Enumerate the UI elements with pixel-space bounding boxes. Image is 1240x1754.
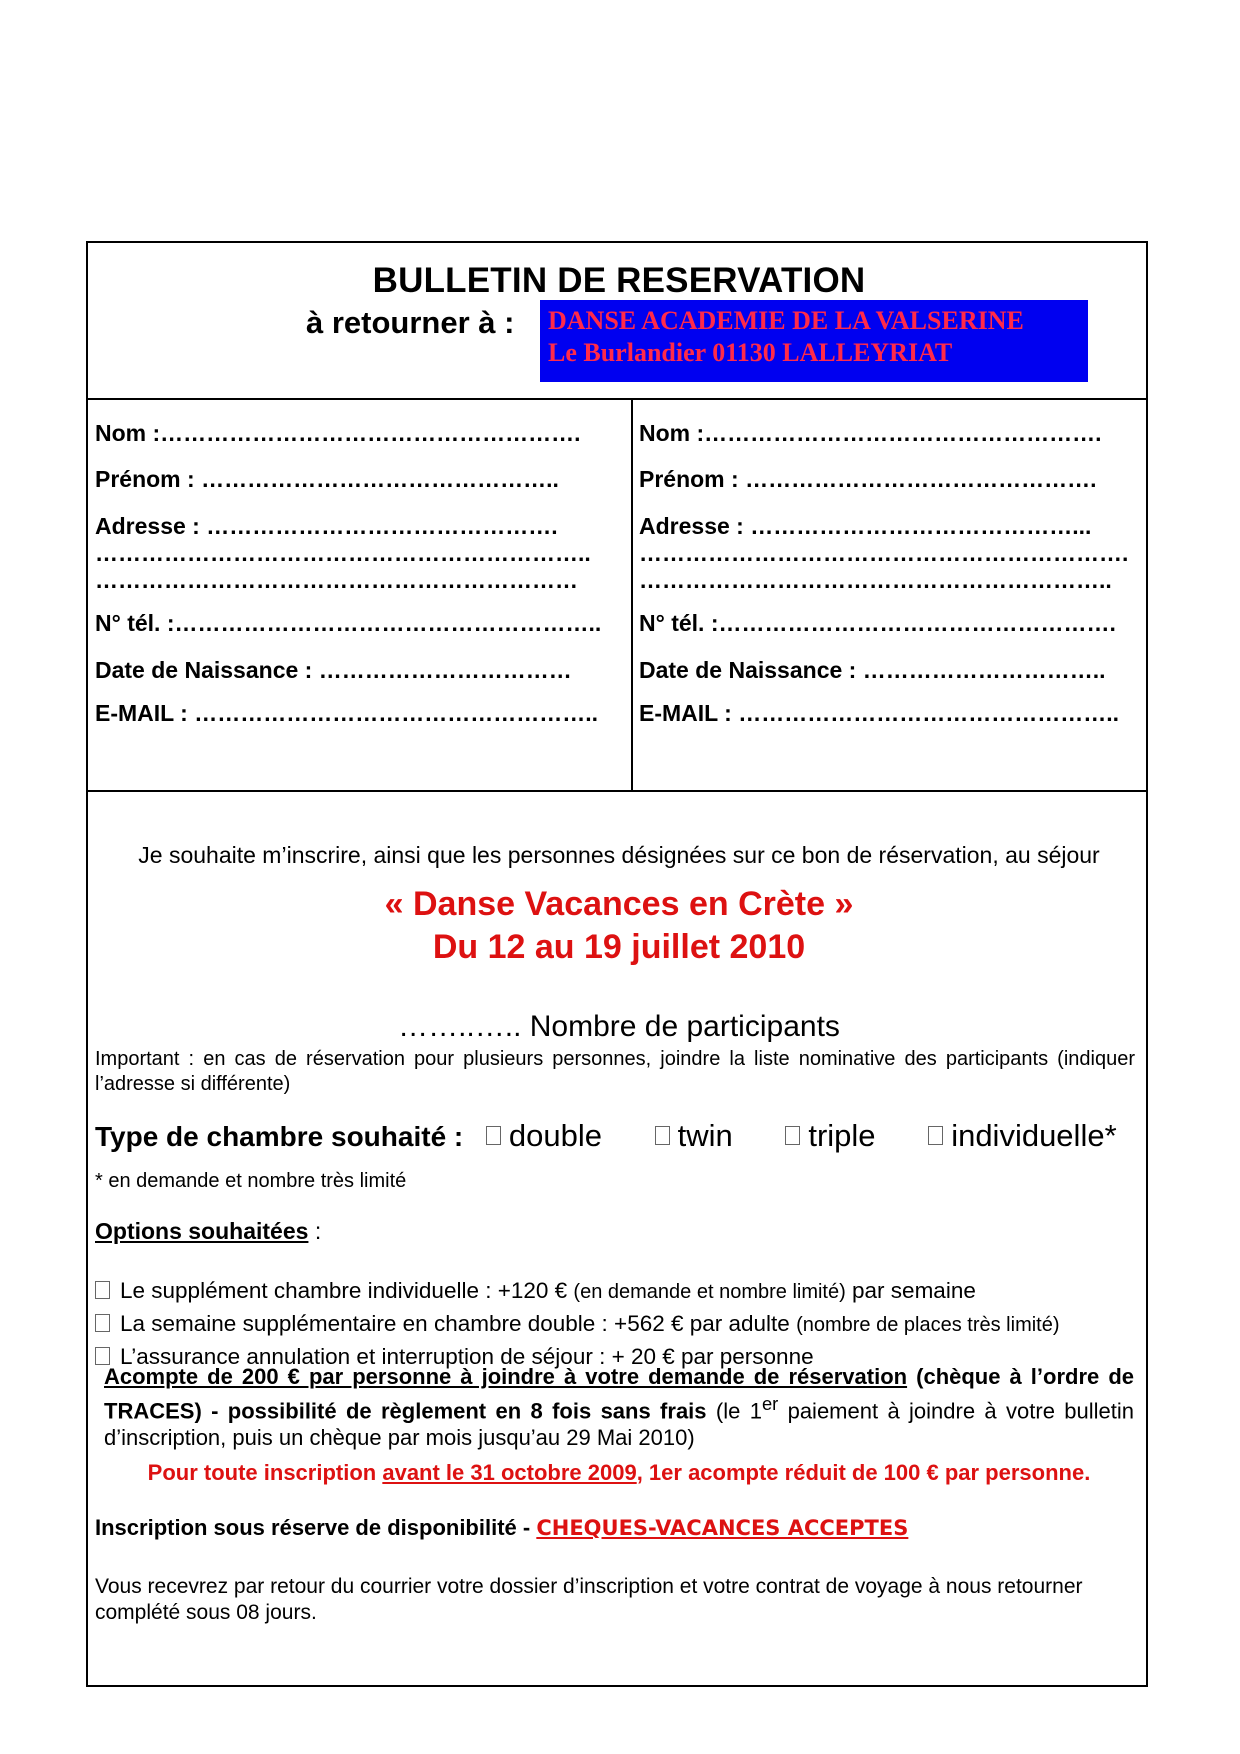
final-note: Vous recevrez par retour du courrier votre dossier d’inscription et votre contrat de voyage à nous retourner complété sous 08 jours. bbox=[95, 1575, 1083, 1624]
naissance-field[interactable]: Date de Naissance : ………………………….. bbox=[639, 657, 1106, 683]
adresse-field[interactable]: Adresse : ……………………………………... bbox=[639, 513, 1092, 539]
return-label: à retourner à : bbox=[306, 305, 515, 340]
room-option-double[interactable] bbox=[472, 1118, 602, 1154]
availability-text: Inscription sous réserve de disponibilité - bbox=[95, 1515, 537, 1540]
room-option-twin[interactable] bbox=[641, 1118, 733, 1154]
email-field[interactable]: E-MAIL : …………………………………………….. bbox=[95, 700, 599, 726]
checkbox-icon[interactable] bbox=[486, 1126, 501, 1145]
room-option-individuelle[interactable] bbox=[914, 1118, 1116, 1154]
promo-text-end: , 1er acompte réduit de 100 € par personne. bbox=[636, 1460, 1091, 1485]
deposit-note: (le 1 bbox=[715, 1398, 762, 1424]
room-option-triple[interactable] bbox=[771, 1118, 875, 1154]
stay-title: « Danse Vacances en Crète » bbox=[384, 885, 854, 923]
deposit-paragraph bbox=[104, 1363, 1134, 1451]
room-type-row bbox=[95, 1118, 1147, 1154]
address-line-2: Le Burlandier 01130 LALLEYRIAT bbox=[548, 338, 953, 367]
checkbox-icon[interactable] bbox=[655, 1126, 670, 1145]
promo-text: Pour toute inscription bbox=[147, 1460, 383, 1485]
important-note: Important : en cas de réservation pour plusieurs personnes, joindre la liste nominative des participants (indiquer l’adresse si différente) bbox=[95, 1048, 1135, 1095]
options-title-text: Options souhaitées bbox=[95, 1218, 309, 1244]
room-option-label: individuelle* bbox=[951, 1118, 1117, 1153]
deposit-text: (chèque à l’ordre de TRACES) - possibilité de règlement en 8 fois sans frais bbox=[104, 1364, 1134, 1424]
tel-field[interactable]: N° tél. :……………………………………………. bbox=[639, 610, 1116, 636]
adresse-line-3[interactable]: ……………………………………………………… bbox=[95, 567, 578, 593]
room-note: * en demande et nombre très limité bbox=[95, 1170, 407, 1192]
naissance-field[interactable]: Date de Naissance : …………………………… bbox=[95, 657, 572, 683]
deposit-note-end: paiement à joindre à votre bulletin d’inscription, puis un chèque par mois jusqu’au 29 Mai 2010) bbox=[104, 1398, 1134, 1451]
column-divider bbox=[631, 398, 633, 790]
option-text: L’assurance annulation et interruption de séjour : + 20 € par personne bbox=[120, 1344, 814, 1369]
room-type-label: Type de chambre souhaité : bbox=[95, 1121, 464, 1152]
option-small-text: (en demande et nombre limité) bbox=[573, 1281, 846, 1303]
adresse-line-3[interactable]: …………………………………………………….. bbox=[639, 567, 1112, 593]
room-option-label: triple bbox=[808, 1118, 876, 1153]
address-box bbox=[540, 300, 1088, 382]
options-title-colon: : bbox=[314, 1218, 322, 1244]
option-extra-week[interactable] bbox=[95, 1311, 1060, 1337]
option-small-text: (nombre de places très limité) bbox=[796, 1314, 1060, 1336]
checkbox-icon[interactable] bbox=[95, 1281, 110, 1299]
stay-dates: Du 12 au 19 juillet 2010 bbox=[432, 928, 806, 966]
early-booking-promo bbox=[88, 1460, 1150, 1486]
option-text-end: par semaine bbox=[845, 1278, 976, 1303]
prenom-field[interactable]: Prénom : ……………………………………….. bbox=[95, 466, 559, 492]
checkbox-icon[interactable] bbox=[928, 1126, 943, 1145]
nom-field[interactable]: Nom :……………………………………………. bbox=[639, 420, 1102, 446]
nom-field[interactable]: Nom :………………………………………………. bbox=[95, 420, 581, 446]
form-header bbox=[88, 243, 1146, 400]
options-title bbox=[95, 1218, 321, 1245]
room-option-label: double bbox=[508, 1118, 602, 1153]
adresse-line-2[interactable]: ………………………………………………………. bbox=[639, 540, 1129, 566]
promo-date: avant le 31 octobre 2009 bbox=[382, 1460, 637, 1485]
reservation-form bbox=[86, 241, 1148, 1687]
adresse-line-2[interactable]: ……………………………………………………….. bbox=[95, 540, 591, 566]
cheques-vacances-note: CHEQUES-VACANCES ACCEPTES bbox=[536, 1516, 909, 1540]
intro-text: Je souhaite m’inscrire, ainsi que les personnes désignées sur ce bon de réservation, au séjour bbox=[138, 842, 1100, 868]
option-text: Le supplément chambre individuelle : +120 € bbox=[120, 1278, 574, 1303]
form-title: BULLETIN DE RESERVATION bbox=[372, 261, 866, 300]
address-line-1: DANSE ACADEMIE DE LA VALSERINE bbox=[548, 306, 1024, 335]
checkbox-icon[interactable] bbox=[95, 1314, 110, 1332]
availability-line bbox=[95, 1515, 908, 1541]
option-text: La semaine supplémentaire en chambre double : +562 € par adulte bbox=[120, 1311, 797, 1336]
email-field[interactable]: E-MAIL : ………………………………………….. bbox=[639, 700, 1120, 726]
room-option-label: twin bbox=[677, 1118, 733, 1153]
deposit-sup: er bbox=[761, 1393, 779, 1414]
adresse-field[interactable]: Adresse : ………………………………………. bbox=[95, 513, 558, 539]
participants-count-field[interactable]: ……..….. Nombre de participants bbox=[398, 1010, 840, 1043]
checkbox-icon[interactable] bbox=[785, 1126, 800, 1145]
option-single-room[interactable] bbox=[95, 1278, 976, 1304]
prenom-field[interactable]: Prénom : ………………………………………. bbox=[639, 466, 1097, 492]
tel-field[interactable]: N° tél. :……………………………………………….. bbox=[95, 610, 602, 636]
deposit-underlined: Acompte de 200 € par personne à joindre à votre demande de réservation bbox=[104, 1364, 908, 1389]
participant-info-section bbox=[88, 398, 1146, 792]
